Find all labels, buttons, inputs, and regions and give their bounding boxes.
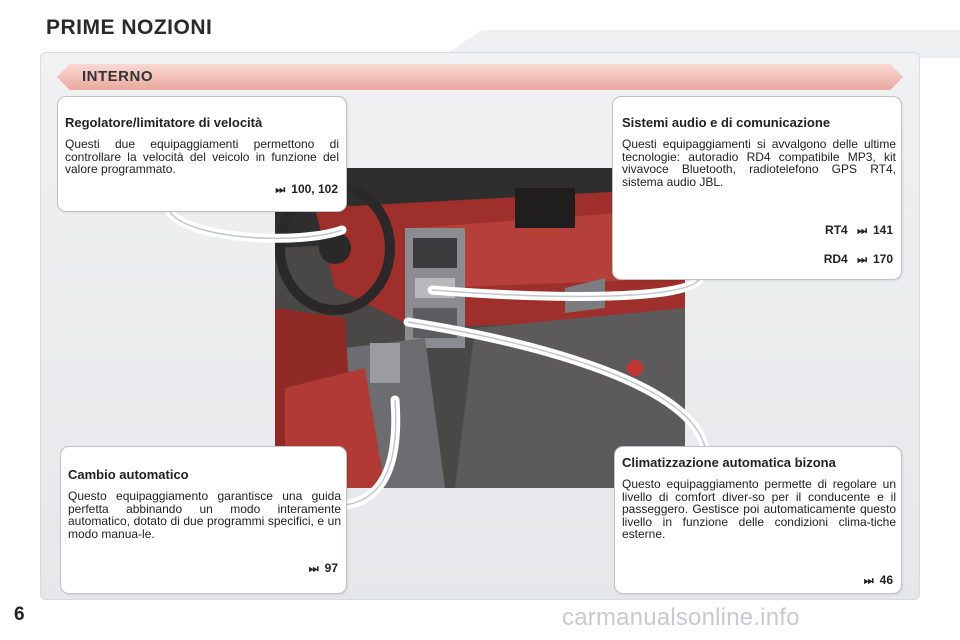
- watermark: carmanualsonline.info: [562, 604, 800, 631]
- speed-regulator-title: Regolatore/limitatore di velocità: [65, 115, 263, 130]
- climate-control-box: [614, 446, 902, 594]
- audio-systems-text: Questi equipaggiamenti si avvalgono delle ultime tecnologie: autoradio RD4 compatibile MP3, kit vivavoce Bluetooth, radiotelefono GPS RT4, sistema audio JBL.: [622, 137, 896, 189]
- audio-ref-rd4[interactable]: RD4 ⏭ 170: [823, 252, 893, 266]
- page-number: 6: [14, 604, 25, 625]
- automatic-gearbox-ref[interactable]: ⏭ 97: [308, 561, 338, 575]
- automatic-gearbox-title: Cambio automatico: [68, 467, 189, 482]
- climate-control-text: Questo equipaggiamento permette di regolare un livello di comfort diver-so per il conducente e il passeggero. Gestisce poi automaticamente questo livello in funzione delle condizioni clima-tiche esterne.: [622, 477, 896, 541]
- fast-forward-icon: ⏭: [857, 254, 867, 266]
- section-label: INTERNO: [82, 68, 153, 85]
- speed-regulator-box: [57, 96, 347, 212]
- audio-systems-box: [612, 96, 902, 280]
- climate-control-title: Climatizzazione automatica bizona: [622, 455, 836, 470]
- fast-forward-icon: ⏭: [863, 575, 874, 587]
- fast-forward-icon: ⏭: [275, 184, 286, 196]
- audio-ref-rt4[interactable]: RT4 ⏭ 141: [825, 223, 893, 237]
- fast-forward-icon: ⏭: [308, 563, 319, 575]
- fast-forward-icon: ⏭: [857, 225, 867, 237]
- automatic-gearbox-text: Questo equipaggiamento garantisce una guida perfetta abbinando un modo interamente automatico, dotato di due programmi specifici, e un modo manua-le.: [68, 489, 341, 541]
- climate-control-ref[interactable]: ⏭ 46: [863, 573, 893, 587]
- page-title: PRIME NOZIONI: [46, 16, 213, 39]
- speed-regulator-text: Questi due equipaggiamenti permettono di controllare la velocità del veicolo in funzione del valore programmato.: [65, 137, 339, 176]
- speed-regulator-ref[interactable]: ⏭ 100, 102: [275, 182, 338, 196]
- automatic-gearbox-box: [60, 446, 347, 594]
- audio-systems-title: Sistemi audio e di comunicazione: [622, 115, 831, 130]
